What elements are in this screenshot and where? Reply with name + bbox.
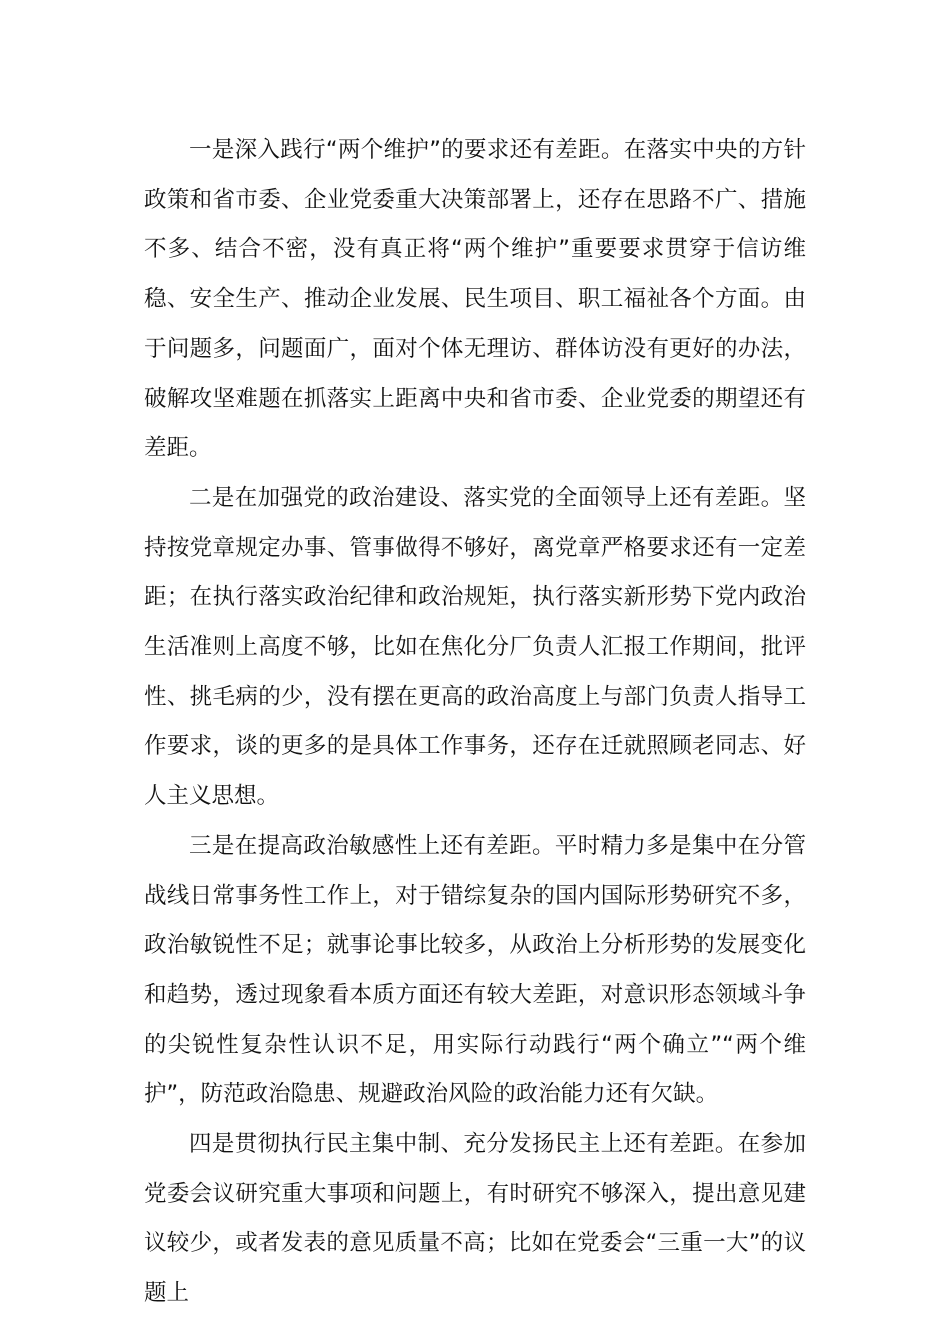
document-page bbox=[144, 126, 806, 1319]
paragraph-4: 四是贯彻执行民主集中制、充分发扬民主上还有差距。在参加党委会议研究重大事项和问题上，有时研究不够深入，提出意见建议较少，或者发表的意见质量不高；比如在党委会“三重一大”的议题上 bbox=[144, 1131, 806, 1307]
paragraph-3: 三是在提高政治敏感性上还有差距。平时精力多是集中在分管战线日常事务性工作上，对于错综复杂的国内国际形势研究不多，政治敏锐性不足；就事论事比较多，从政治上分析形势的发展变化和趋势，透过现象看本质方面还有较大差距，对意识形态领域斗争的尖锐性复杂性认识不足，用实际行动践行“两个确立”“两个维护”，防范政治隐患、规避政治风险的政治能力还有欠缺。 bbox=[144, 832, 806, 1108]
paragraph-1: 一是深入践行“两个维护”的要求还有差距。在落实中央的方针政策和省市委、企业党委重大决策部署上，还存在思路不广、措施不多、结合不密，没有真正将“两个维护”重要要求贯穿于信访维稳、安全生产、推动企业发展、民生项目、职工福祉各个方面。由于问题多，问题面广，面对个体无理访、群体访没有更好的办法，破解攻坚难题在抓落实上距离中央和省市委、企业党委的期望还有差距。 bbox=[144, 137, 806, 462]
paragraph-2: 二是在加强党的政治建设、落实党的全面领导上还有差距。坚持按党章规定办事、管事做得不够好，离党章严格要求还有一定差距；在执行落实政治纪律和政治规矩，执行落实新形势下党内政治生活准则上高度不够，比如在焦化分厂负责人汇报工作期间，批评性、挑毛病的少，没有摆在更高的政治高度上与部门负责人指导工作要求，谈的更多的是具体工作事务，还存在迁就照顾老同志、好人主义思想。 bbox=[144, 484, 806, 810]
